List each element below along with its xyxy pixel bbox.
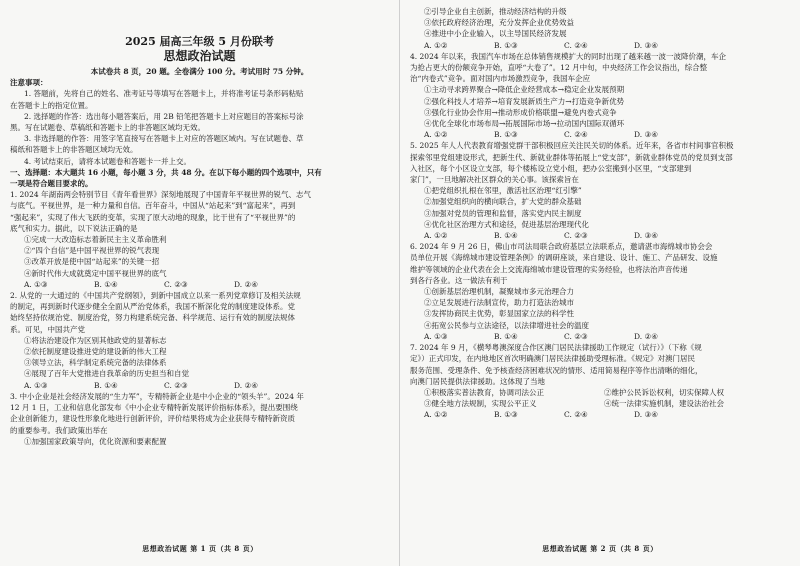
- statement: ③发挥协商民主优势，彰显国家立法的科学性: [424, 309, 574, 319]
- question-text: 12 月 1 日，工业和信息化部发布《中小企业专精特新发展评价指标体系》，提出要围绕: [10, 403, 298, 413]
- statement: ①创新基层治理机制，凝聚城市多元治理合力: [424, 287, 574, 297]
- choice-c[interactable]: C. ②④: [564, 410, 588, 420]
- exam-title: 2025 届高三年级 5 月份联考: [125, 35, 274, 48]
- question-text: 员单位开展《海绵城市建设管理条例》的调研座谈，来自建设、设计、施工、产品研发、设施: [410, 253, 718, 263]
- notice-line: 黑。写在试题卷、草稿纸和答题卡上的非答题区域均无效。: [10, 123, 205, 133]
- subject-title: 思想政治试题: [163, 49, 236, 63]
- statement: ③加强对党员的管理和监督，落实党内民主制度: [424, 208, 582, 218]
- statement: ④推进中小企业输入，以主导国民经济发展: [424, 29, 567, 39]
- question-text: 6. 2024 年 9 月 26 日，佛山市司法局联合政府基层立法联系点，邀请湛市海绵城市协会会: [410, 242, 713, 252]
- choice-a[interactable]: A. ①②: [424, 40, 448, 50]
- question-text: 探索邻里党组建设形式，把新生代、新就业群体等拓展上“党支部”，新就业群体党员的党员到支部: [410, 152, 733, 162]
- question-text: “强起来”，实现了伟大飞跃的变革，实现了原大动地的现象，比于世有了“平视世界”的: [10, 212, 296, 222]
- statement: ③健全地方法规制，实现公平正义: [424, 399, 537, 409]
- statement: ①完成一大改造标志着新民主主义革命胜利: [24, 235, 167, 245]
- statement: ②加强党组织向的横向联合，扩大党的群众基础: [424, 197, 582, 207]
- question-2: [10, 290, 389, 391]
- statement-row: [410, 387, 790, 398]
- question-text: 2. 从党的一大通过的《中国共产党纲领》，到新中国成立以来一系列党章修订及相关法规: [10, 291, 301, 301]
- notice-line: 2. 选择题的作答：选出每小题答案后，用 2B 铅笔把答题卡上对应题目的答案标号涂: [24, 111, 304, 121]
- choice-c[interactable]: C. ②③: [164, 380, 188, 390]
- statement: ①加强国家政策导向，优化资源和要素配置: [24, 436, 167, 446]
- statement: ②依托制度建设推进党的建设新的伟大工程: [24, 347, 167, 357]
- section-heading: 一、选择题：本大题共 16 小题，每小题 3 分，共 48 分。在以下每小题的四个选项中，只有: [10, 167, 322, 177]
- question-text: 治“内卷式”竞争。面对国内市场激烈竞争，我国车企应: [410, 74, 591, 84]
- statement: ③改革开放是使中国“站起来”的关键一招: [24, 257, 160, 267]
- choice-d[interactable]: D. ③④: [634, 231, 658, 241]
- answer-choices: [410, 230, 790, 241]
- question-6: [410, 241, 790, 342]
- question-text: 企业创新能力，建设性形象化地进行创新评价，评价结果将成为企业获得专精特新资质: [10, 414, 295, 424]
- question-3: [10, 391, 389, 447]
- question-5: [410, 140, 790, 241]
- statement: ②强化科技人才培养→培育发展新质生产力→打造竞争新优势: [424, 96, 625, 106]
- answer-choices: [410, 40, 790, 51]
- page-footer: 思想政治试题 第 1 页（共 8 页）: [142, 543, 258, 553]
- question-text: 向澳门居民提供法律援助。这体现了当地: [410, 376, 545, 386]
- statement: ②“四个自信”是中国平视世界的锐气表现: [24, 246, 160, 256]
- answer-choices: [10, 380, 389, 391]
- question-text: 5. 2025 年人人代表教育增强党群干部积极回应关注民关切的体系。近年来，各省市村间事官积极: [410, 141, 734, 151]
- statement: ③强化行业协会作用→推动形成价格联盟→避免内卷式竞争: [424, 107, 617, 117]
- section-heading: 一项是符合题目要求的。: [10, 179, 93, 189]
- choice-c[interactable]: C. ②③: [564, 331, 588, 341]
- statement: ④优化全球化市场布局→拓展国际市场→拉动国内国际双循环: [424, 119, 625, 129]
- question-text: 服务范围、受理条件、免予核查经济困难状况的情形、适用简易程序等作出清晰的细化，: [410, 365, 703, 375]
- question-text: 的重要参考。我们政策出举在: [10, 425, 108, 435]
- statement: ④优化社区治理方式和途径，促进基层治理现代化: [424, 219, 589, 229]
- question-text: 到各行各业。这一做法有利于: [410, 275, 508, 285]
- choice-a[interactable]: A. ①②: [424, 231, 448, 241]
- choice-d[interactable]: D. ②④: [634, 331, 658, 341]
- question-text: 与底气。平视世界，是一种力量和自信。百年奋斗，中国从“站起来”到“富起来”，再到: [10, 201, 296, 211]
- question-text: 家门”，一旦地解决社区群众的关心事。该探索旨在: [410, 175, 579, 185]
- choice-a[interactable]: A. ①③: [24, 279, 48, 289]
- answer-choices: [410, 129, 790, 140]
- choice-c[interactable]: C. ②③: [564, 231, 588, 241]
- choice-b[interactable]: B. ①④: [494, 331, 518, 341]
- notice-line: 1. 答题前，先将自己的姓名、准考证号等填写在答题卡上，并将准考证号条形码粘贴: [24, 89, 304, 99]
- statement: ①主动寻求跨界聚合→降低企业经营成本→稳定企业发展预期: [424, 85, 625, 95]
- choice-d[interactable]: D. ③④: [634, 130, 658, 140]
- choice-b[interactable]: B. ①④: [494, 231, 518, 241]
- exam-meta: 本试卷共 8 页，20 题。全卷满分 100 分。考试用时 75 分钟。: [90, 67, 309, 76]
- choice-a[interactable]: A. ①②: [424, 130, 448, 140]
- statement: ①将法治建设作为区别其他政党的显著标志: [24, 335, 167, 345]
- choice-a[interactable]: A. ①②: [424, 410, 448, 420]
- choice-c[interactable]: C. ②④: [564, 40, 588, 50]
- question-text: 始终坚持依规治党、制度治党，努力构建系统完备、科学规范、运行有效的制度法规体: [10, 313, 295, 323]
- statement: ②维护公民诉讼权利，切实保障人权: [604, 387, 724, 397]
- choice-d[interactable]: D. ②④: [234, 380, 258, 390]
- statement: ①把党组织扎根在邻里，激活社区治理“红引擎”: [424, 186, 582, 196]
- statement: ①积极落实普法教育，协调司法公正: [424, 387, 544, 397]
- answer-choices: [410, 331, 790, 342]
- page-2: [400, 0, 800, 566]
- notice-line: 在答题卡上的指定位置。: [10, 100, 93, 110]
- statement: ④统一法律实施机制，建设法治社会: [604, 399, 724, 409]
- answer-choices: [10, 279, 389, 290]
- question-text: 7. 2024 年 9 月，《横琴粤澳深度合作区澳门居民法律援助工作规定（试行）》（下称《规: [410, 343, 702, 353]
- statement: ③依托政府经济治理，充分发挥企业优势效益: [424, 18, 574, 28]
- choice-c[interactable]: C. ②④: [564, 130, 588, 140]
- question-4: [410, 51, 790, 141]
- question-text: 入社区，每个小区设立支部，每个楼栋设立党小组，把办公室搬到小区里，“支部建到: [410, 163, 692, 173]
- question-text: 系。可见，中国共产党: [10, 324, 85, 334]
- choice-b[interactable]: B. ①③: [494, 410, 518, 420]
- notice-line: 稿纸和答题卡上的非答题区域均无效。: [10, 145, 138, 155]
- statement: ④拓宽公民参与立法途径，以法律增进社会的温度: [424, 320, 589, 330]
- notice-line: 4. 考试结束后，请将本试题卷和答题卡一并上交。: [24, 156, 192, 166]
- question-1: [10, 189, 389, 290]
- statement: ④新时代伟大成就奠定中国平视世界的底气: [24, 268, 167, 278]
- question-text: 为抢占更大的份额竞争开始，直呼“大卷了”。12 月中旬，中央经济工作会议指出，综合整: [410, 63, 708, 73]
- question-text: 维护等领域的企业代表在会上交流海绵城市建设管理的实务经验，也将法治声音传递: [410, 264, 688, 274]
- question-3-continued: [410, 6, 790, 51]
- question-text: 1. 2024 年湖南两会特别节目《青年看世界》深刻地展现了中国青年平视世界的锐气、志气: [10, 190, 312, 200]
- question-7: [410, 342, 790, 420]
- statement: ④展现了百年大党推进自我革命的历史担当和自觉: [24, 369, 189, 379]
- answer-choices: [410, 409, 790, 420]
- choice-a[interactable]: A. ①③: [424, 331, 448, 341]
- question-text: 4. 2024 年以来，我国汽车市场在总体销售规模扩大的同时出现了越来越一波一波降价潮，车企: [410, 51, 727, 61]
- question-text: 定》）正式印发，在内地地区首次明确澳门居民法律援助受理标准。《规定》对澳门居民: [410, 354, 695, 364]
- choice-b[interactable]: B. ①③: [494, 130, 518, 140]
- choice-b[interactable]: B. ①④: [94, 380, 118, 390]
- choice-d[interactable]: D. ②④: [234, 279, 258, 289]
- question-text: 3. 中小企业是社会经济发展的“生力军”，专精特新企业是中小企业的“领头羊”。2024 年: [10, 391, 304, 401]
- statement: ③领导立法，科学制定系统完备的法律体系: [24, 358, 167, 368]
- choice-b[interactable]: B. ①④: [94, 279, 118, 289]
- statement-row: [410, 398, 790, 409]
- page-footer: 思想政治试题 第 2 页（共 8 页）: [542, 543, 658, 553]
- question-text: 的制定，再到新时代逐步健全全面从严治党体系，我国不断深化党的制度建设体系。党: [10, 302, 295, 312]
- choice-d[interactable]: D. ③④: [634, 40, 658, 50]
- choice-c[interactable]: C. ②③: [164, 279, 188, 289]
- notice-heading: 注意事项：: [10, 78, 48, 88]
- choice-a[interactable]: A. ①③: [24, 380, 48, 390]
- statement: ②立足发展进行法制宣传，助力打造法治城市: [424, 298, 574, 308]
- notice-line: 3. 非选择题的作答：用签字笔直接写在答题卡上对应的答题区域内。写在试题卷、草: [24, 134, 304, 144]
- choice-d[interactable]: D. ③④: [634, 410, 658, 420]
- statement: ②引导企业自主创新，推动经济结构的升级: [424, 7, 567, 16]
- question-text: 底气和实力。据此，以下说法正确的是: [10, 223, 138, 233]
- choice-b[interactable]: B. ①③: [494, 40, 518, 50]
